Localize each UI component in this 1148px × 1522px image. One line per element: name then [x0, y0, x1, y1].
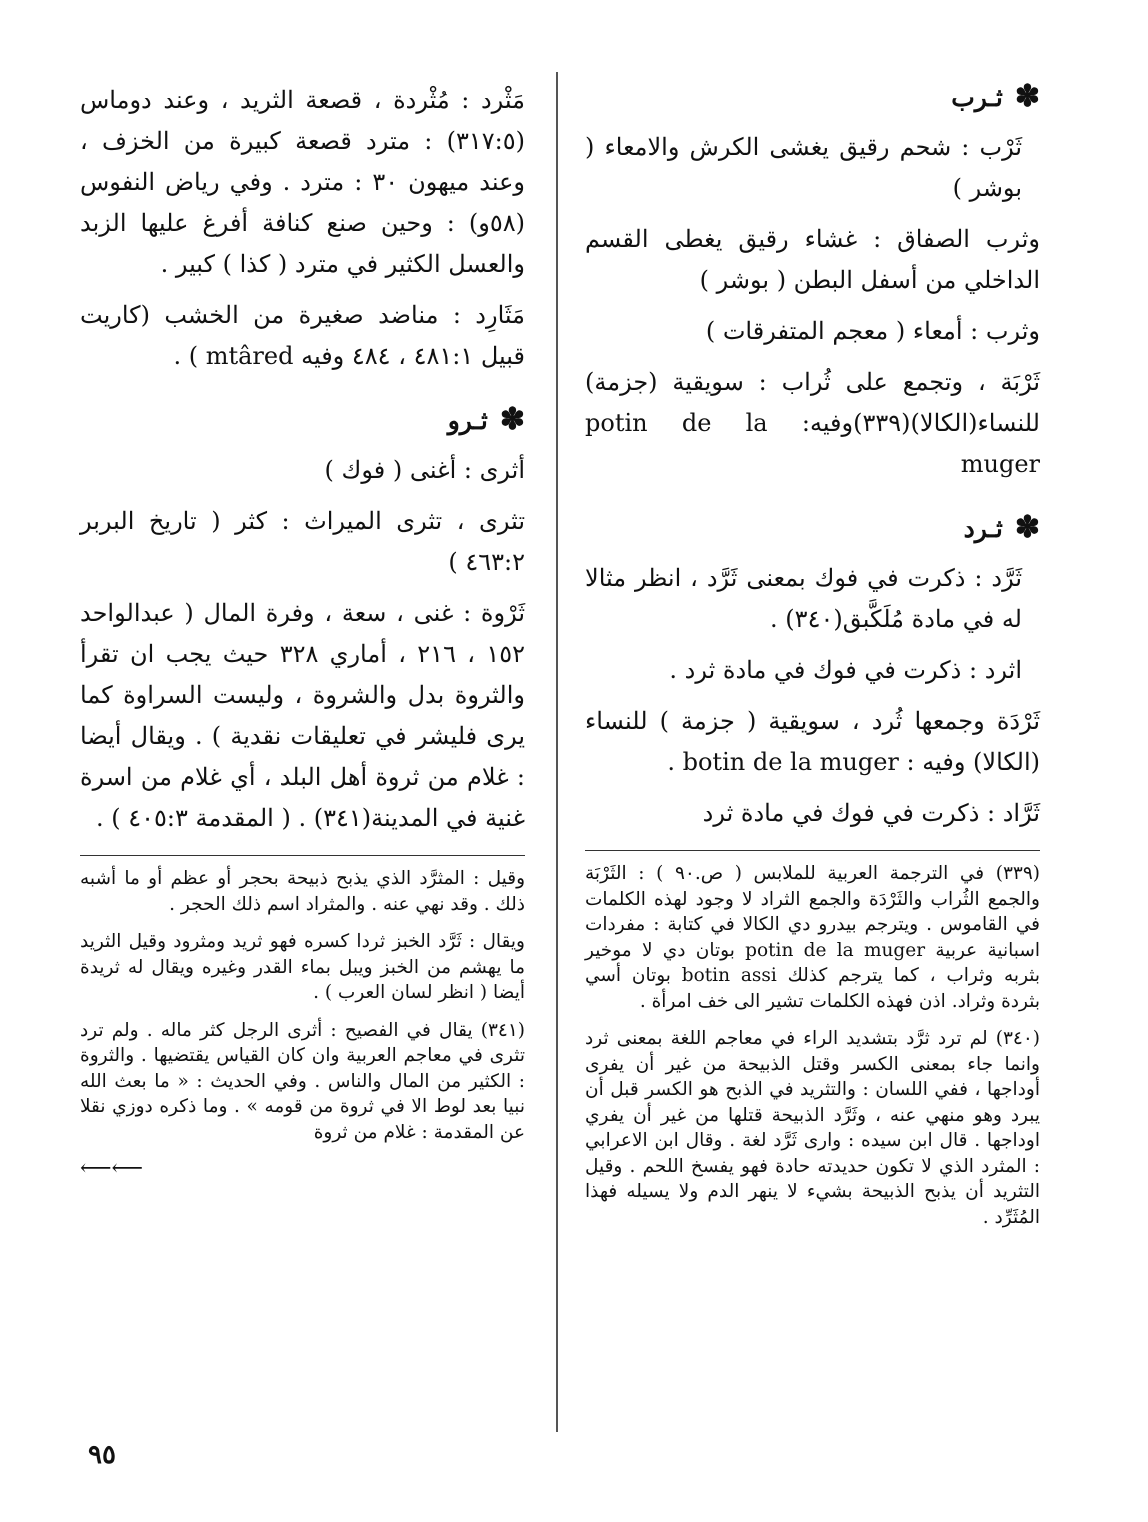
right-column: [585, 80, 1040, 1242]
entry-heading-thrb: ✽ثـرب: [951, 79, 1040, 114]
footnote-341: (٣٤١) يقال في الفصيح : أثرى الرجل كثر ماله . ولم ترد تثرى في معاجم العربية وان كان القياس يقتضيها . والثروة : الكثير من المال والناس . وفي الحديث : « ما بعث الله نبيا بعد لوط الا في ثروة من قومه » . وما ذكره دوزي نقلا عن المقدمة : غلام من ثروة: [80, 1019, 525, 1143]
entry-text: مَثَارِد : مناضد صغيرة من الخشب (كاريت قبيل ٤٨١:١ ، ٤٨٤ وفيه mtâred ) .: [80, 301, 525, 370]
asterisk-icon: ✽: [1014, 79, 1040, 114]
entry-text: ثَرَّاد : ذكرت في فوك في مادة ثرد: [702, 799, 1040, 827]
entry-text: اثرد : ذكرت في فوك في مادة ثرد .: [669, 656, 1022, 684]
entry-text: أثرى : أغنى ( فوك ): [324, 456, 525, 484]
entry-text: وثرب : أمعاء ( معجم المتفرقات ): [705, 317, 1040, 345]
footnote-rule: [585, 850, 1040, 851]
entry-text: تثرى ، تثرى الميراث : كثر ( تاريخ البربر ٤٦٣:٢ ): [80, 507, 525, 576]
footnote-continuation: وقيل : المثرَّد الذي يذبح ذبيحة بحجر أو عظم أو ما أشبه ذلك . وقد نهي عنه . والمثراد اسم ذلك الحجر .: [80, 868, 525, 915]
footnote-continuation: ويقال : ثَرَّد الخبز ثردا كسره فهو ثريد ومثرود وقيل الثريد ما يهشم من الخبز ويبل بماء القدر وغيره ويقال له ثريدة أيضا ( انظر لسان العرب ) .: [80, 931, 525, 1003]
entry-text: ثَرْبَة ، وتجمع على ثُراب : سويقية (جزمة) للنساء(الكالا)(٣٣٩)وفيه: potin de la muger: [585, 368, 1040, 478]
footnote-rule: [80, 855, 525, 856]
entry-text: ثَرْب : شحم رقيق يغشى الكرش والامعاء ( بوشر ): [585, 133, 1022, 202]
entry-text: مَثْرد : مُثْردة ، قصعة الثريد ، وعند دوماس (٣١٧:٥) : مترد قصعة كبيرة من الخزف ، وعند ميهون ٣٠ : مترد . وفي رياض النفوس (٥٨و) : وحين صنع كنافة أفرغ عليها الزبد والعسل الكثير في مترد ( كذا ) كبير .: [80, 86, 525, 278]
page-number: ٩٥: [88, 1440, 116, 1470]
entry-text: وثرب الصفاق : غشاء رقيق يغطى القسم الداخلي من أسفل البطن ( بوشر ): [585, 225, 1040, 294]
column-divider: [556, 72, 558, 1432]
entry-text: ثَرَّد : ذكرت في فوك بمعنى ثَرَّد ، انظر مثالا له في مادة مُلَكَّبق(٣٤٠) .: [585, 564, 1022, 633]
footnote-340: (٣٤٠) لم ترد ثرَّد بتشديد الراء في معاجم اللغة بمعنى ثرد وانما جاء بمعنى الكسر وقتل الذبيحة من غير أن يفرى أوداجها ، ففي اللسان : والتثريد في الذبح هو الكسر قبل أن يبرد وهو منهي عنه ، وثَرَّد الذبيحة قتلها من غير أن يفري اوداجها . قال ابن سيده : وارى ثَرَّد لغة . وقال ابن الاعرابي : المثرد الذي لا تكون حديدته حادة فهو يفسخ اللحم . وقيل التثريد أن يذبح الذبيحة بشيء لا ينهر الدم ولا يسيله فهذا المُثَرِّد .: [585, 1028, 1040, 1228]
asterisk-icon: ✽: [1014, 510, 1040, 545]
entry-heading-thrw: ✽ثـرو: [447, 402, 525, 437]
entry-text: ثَرْوة : غنى ، سعة ، وفرة المال ( عبدالواحد ١٥٢ ، ٢١٦ ، أماري ٣٢٨ حيث يجب ان تقرأ والثروة بدل والشروة ، وليست السراوة كما يرى فليشر في تعليقات نقدية ) . ويقال أيضا : غلام من ثروة أهل البلد ، أي غلام من اسرة غنية في المدينة(٣٤١) . ( المقدمة ٤٠٥:٣ ) .: [80, 599, 526, 832]
asterisk-icon: ✽: [499, 402, 525, 437]
left-column: [80, 80, 525, 1181]
entry-text: ثَرْدَة وجمعها ثُرد ، سويقية ( جزمة ) للنساء (الكالا) وفيه : botin de la muger .: [585, 707, 1040, 776]
continuation-arrow-icon: ⟵⟵: [80, 1156, 144, 1181]
footnote-339: (٣٣٩) في الترجمة العربية للملابس ( ص.٩٠ ) : الثَرْبَة والجمع الثُراب والثَرْدَة والجمع الثراد لا وجود لهذه الكلمات في القاموس . ويترجم بيدرو دي الكالا في كتابة : مفردات اسبانية عربية potin de la muger بوتان دي لا موخير بثربه وثراب ، كما يترجم كذلك botin assi بوتان أسي بثردة وثراد. اذن فهذه الكلمات تشير الى خف امرأة .: [585, 863, 1041, 1012]
entry-heading-thrd: ✽ثـرد: [963, 510, 1040, 545]
